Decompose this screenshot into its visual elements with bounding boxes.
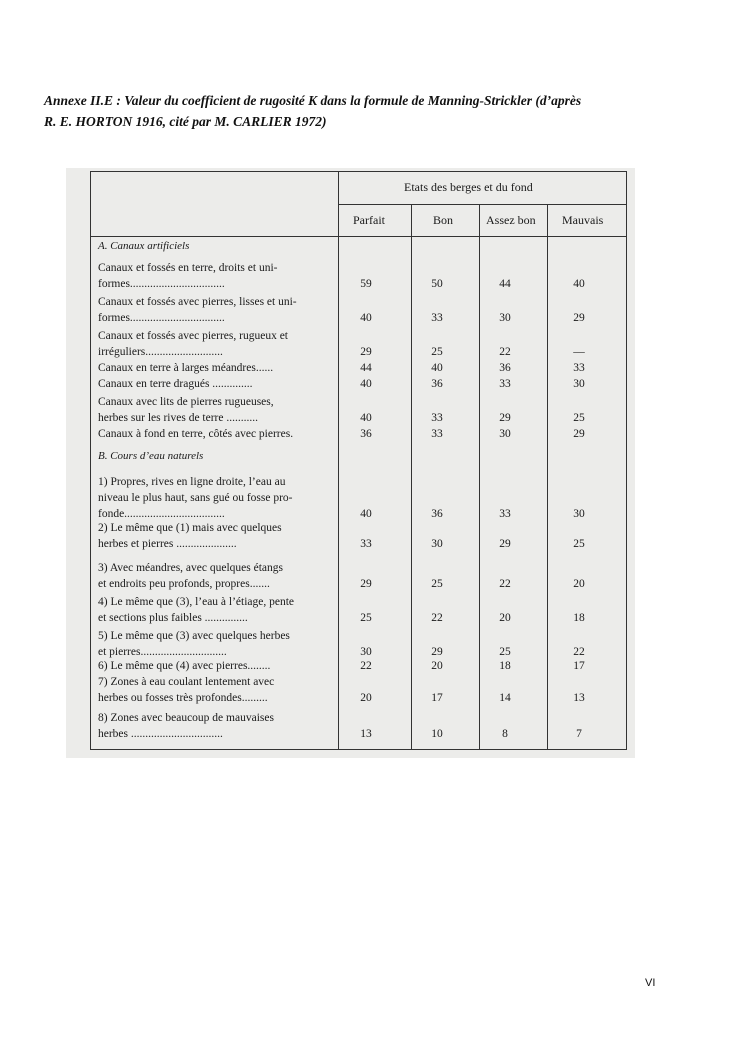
table-cell-value: 25: [360, 612, 372, 624]
table-cell-value: 40: [360, 412, 372, 424]
table-cell-value: 40: [573, 278, 585, 290]
table-cell-value: 18: [573, 612, 585, 624]
column-header-parfait: Parfait: [353, 213, 385, 227]
column-header-bon: Bon: [433, 213, 454, 227]
row-label-line: herbes ou fosses très profondes.........: [98, 692, 268, 704]
table-cell-value: 20: [499, 612, 511, 624]
table-cell-value: 36: [360, 428, 372, 440]
table-cell-value: 29: [499, 412, 511, 424]
row-label-line: 8) Zones avec beaucoup de mauvaises: [98, 712, 274, 724]
row-label-line: 5) Le même que (3) avec quelques herbes: [98, 630, 290, 642]
row-label-line: fonde...................................: [98, 508, 225, 520]
table-cell-value: 44: [499, 278, 511, 290]
row-label-line: 2) Le même que (1) mais avec quelques: [98, 522, 282, 534]
table-cell-value: 20: [360, 692, 372, 704]
divider-col-mauvais: [547, 204, 548, 749]
row-label-line: Canaux et fossés avec pierres, rugueux et: [98, 330, 288, 342]
caption-line-2: R. E. HORTON 1916, cité par M. CARLIER 1972): [44, 114, 327, 129]
table-cell-value: 44: [360, 362, 372, 374]
caption-line-1: Annexe II.E : Valeur du coefficient de rugosité K dans la formule de Manning-Strickler (d’après: [44, 93, 582, 108]
divider-group-header: [338, 204, 626, 205]
group-header: Etats des berges et du fond: [404, 180, 533, 194]
row-label-line: irréguliers...........................: [98, 346, 223, 358]
table-cell-value: 33: [499, 378, 511, 390]
row-label-line: Canaux en terre à larges méandres......: [98, 362, 274, 374]
row-label-line: 6) Le même que (4) avec pierres........: [98, 660, 271, 672]
section-title-cours-eau-naturels: B. Cours d’eau naturels: [98, 450, 204, 462]
table-cell-value: 33: [360, 538, 372, 550]
table-cell-value: 22: [573, 646, 585, 658]
section-title-canaux-artificiels: A. Canaux artificiels: [98, 240, 190, 252]
table-cell-value: 18: [499, 660, 511, 672]
row-label-line: 7) Zones à eau coulant lentement avec: [98, 676, 275, 688]
row-label-line: Canaux et fossés avec pierres, lisses et uni-: [98, 296, 297, 308]
table-cell-value: 40: [431, 362, 443, 374]
row-label-line: Canaux et fossés en terre, droits et uni-: [98, 262, 278, 274]
table-cell-value: 25: [431, 346, 443, 358]
table-cell-value: 29: [573, 428, 585, 440]
table-cell-value: 29: [499, 538, 511, 550]
table-cell-value: 36: [431, 378, 443, 390]
divider-col-assez-bon: [479, 204, 480, 749]
divider-header-row: [91, 236, 626, 237]
table-cell-value: —: [573, 346, 585, 358]
row-label-line: Canaux à fond en terre, côtés avec pierres.: [98, 428, 294, 440]
row-label-line: Canaux en terre dragués ..............: [98, 378, 253, 390]
table-cell-value: 33: [431, 412, 443, 424]
table-cell-value: 25: [499, 646, 511, 658]
table-cell-value: 33: [573, 362, 585, 374]
table-cell-value: 30: [573, 378, 585, 390]
table-caption: [44, 90, 684, 132]
table-cell-value: 22: [499, 346, 511, 358]
table-cell-value: 7: [576, 728, 582, 740]
row-label-line: 1) Propres, rives en ligne droite, l’eau au: [98, 476, 286, 488]
table-cell-value: 40: [360, 378, 372, 390]
table-cell-value: 30: [499, 428, 511, 440]
row-label-line: formes.................................: [98, 278, 225, 290]
table-cell-value: 40: [360, 312, 372, 324]
row-label-line: et pierres..............................: [98, 646, 227, 658]
column-header-mauvais: Mauvais: [562, 213, 604, 227]
row-label-line: Canaux avec lits de pierres rugueuses,: [98, 396, 274, 408]
table-cell-value: 50: [431, 278, 443, 290]
table-cell-value: 17: [573, 660, 585, 672]
page-number: VI: [645, 977, 656, 989]
table-cell-value: 22: [431, 612, 443, 624]
table-cell-value: 30: [573, 508, 585, 520]
table-cell-value: 22: [360, 660, 372, 672]
table-cell-value: 30: [431, 538, 443, 550]
table-cell-value: 29: [431, 646, 443, 658]
row-label-line: 3) Avec méandres, avec quelques étangs: [98, 562, 283, 574]
row-label-line: formes.................................: [98, 312, 225, 324]
table-cell-value: 25: [431, 578, 443, 590]
table-cell-value: 25: [573, 412, 585, 424]
table-cell-value: 10: [431, 728, 443, 740]
roughness-table: [90, 171, 627, 750]
table-cell-value: 20: [573, 578, 585, 590]
table-cell-value: 14: [499, 692, 511, 704]
table-cell-value: 59: [360, 278, 372, 290]
table-cell-value: 29: [573, 312, 585, 324]
table-cell-value: 25: [573, 538, 585, 550]
table-cell-value: 30: [360, 646, 372, 658]
table-cell-value: 13: [573, 692, 585, 704]
row-label-line: herbes et pierres .....................: [98, 538, 237, 550]
row-label-line: herbes ................................: [98, 728, 223, 740]
table-cell-value: 29: [360, 578, 372, 590]
column-header-assez-bon: Assez bon: [486, 213, 536, 227]
table-cell-value: 17: [431, 692, 443, 704]
table-cell-value: 33: [431, 312, 443, 324]
table-cell-value: 40: [360, 508, 372, 520]
row-label-line: et endroits peu profonds, propres.......: [98, 578, 270, 590]
row-label-line: niveau le plus haut, sans gué ou fosse pro-: [98, 492, 293, 504]
table-cell-value: 13: [360, 728, 372, 740]
row-label-line: herbes sur les rives de terre ...........: [98, 412, 258, 424]
table-cell-value: 8: [502, 728, 508, 740]
divider-label-column: [338, 172, 339, 749]
table-cell-value: 20: [431, 660, 443, 672]
table-cell-value: 36: [499, 362, 511, 374]
row-label-line: 4) Le même que (3), l’eau à l’étiage, pente: [98, 596, 295, 608]
table-cell-value: 29: [360, 346, 372, 358]
table-cell-value: 30: [499, 312, 511, 324]
row-label-line: et sections plus faibles ...............: [98, 612, 248, 624]
table-cell-value: 36: [431, 508, 443, 520]
table-cell-value: 33: [499, 508, 511, 520]
divider-col-bon: [411, 204, 412, 749]
table-cell-value: 33: [431, 428, 443, 440]
table-cell-value: 22: [499, 578, 511, 590]
